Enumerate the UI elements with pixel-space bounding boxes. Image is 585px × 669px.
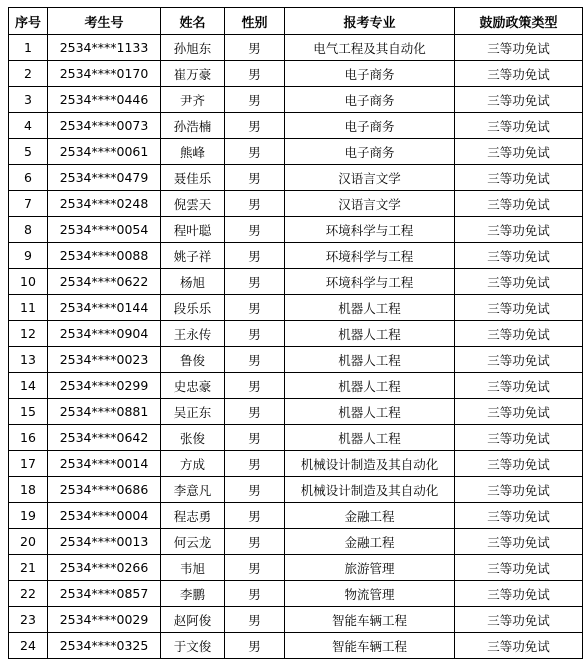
cell-major: 机器人工程 — [285, 373, 455, 399]
table-row — [9, 61, 583, 87]
cell-policy-type: 三等功免试 — [455, 451, 583, 477]
cell-gender: 男 — [225, 581, 285, 607]
table-row — [9, 165, 583, 191]
cell-name: 孙浩楠 — [161, 113, 225, 139]
cell-policy-type: 三等功免试 — [455, 295, 583, 321]
cell-gender: 男 — [225, 35, 285, 61]
cell-seq: 10 — [9, 269, 48, 295]
cell-seq: 8 — [9, 217, 48, 243]
cell-name: 史忠豪 — [161, 373, 225, 399]
table-row — [9, 503, 583, 529]
cell-major: 智能车辆工程 — [285, 633, 455, 659]
cell-name: 程志勇 — [161, 503, 225, 529]
cell-exam-id: 2534****0299 — [48, 373, 161, 399]
cell-gender: 男 — [225, 87, 285, 113]
cell-policy-type: 三等功免试 — [455, 165, 583, 191]
cell-gender: 男 — [225, 269, 285, 295]
cell-name: 姚子祥 — [161, 243, 225, 269]
cell-major: 汉语言文学 — [285, 191, 455, 217]
cell-exam-id: 2534****0029 — [48, 607, 161, 633]
cell-exam-id: 2534****0004 — [48, 503, 161, 529]
table-row — [9, 113, 583, 139]
cell-exam-id: 2534****0054 — [48, 217, 161, 243]
cell-gender: 男 — [225, 555, 285, 581]
cell-gender: 男 — [225, 61, 285, 87]
header-gender: 性别 — [225, 8, 285, 35]
cell-seq: 1 — [9, 35, 48, 61]
table-row — [9, 191, 583, 217]
cell-seq: 16 — [9, 425, 48, 451]
cell-gender: 男 — [225, 633, 285, 659]
cell-name: 鲁俊 — [161, 347, 225, 373]
cell-policy-type: 三等功免试 — [455, 633, 583, 659]
cell-gender: 男 — [225, 529, 285, 555]
cell-policy-type: 三等功免试 — [455, 61, 583, 87]
cell-name: 何云龙 — [161, 529, 225, 555]
cell-policy-type: 三等功免试 — [455, 113, 583, 139]
cell-policy-type: 三等功免试 — [455, 399, 583, 425]
cell-seq: 21 — [9, 555, 48, 581]
cell-exam-id: 2534****0073 — [48, 113, 161, 139]
table-row — [9, 139, 583, 165]
cell-name: 孙旭东 — [161, 35, 225, 61]
cell-seq: 4 — [9, 113, 48, 139]
cell-major: 电气工程及其自动化 — [285, 35, 455, 61]
cell-gender: 男 — [225, 191, 285, 217]
header-name: 姓名 — [161, 8, 225, 35]
cell-name: 方成 — [161, 451, 225, 477]
cell-policy-type: 三等功免试 — [455, 581, 583, 607]
cell-seq: 24 — [9, 633, 48, 659]
cell-seq: 5 — [9, 139, 48, 165]
table-row — [9, 425, 583, 451]
cell-name: 王永传 — [161, 321, 225, 347]
cell-exam-id: 2534****0446 — [48, 87, 161, 113]
cell-major: 旅游管理 — [285, 555, 455, 581]
cell-exam-id: 2534****0014 — [48, 451, 161, 477]
cell-policy-type: 三等功免试 — [455, 321, 583, 347]
cell-major: 机器人工程 — [285, 347, 455, 373]
cell-gender: 男 — [225, 295, 285, 321]
cell-seq: 15 — [9, 399, 48, 425]
cell-name: 李意凡 — [161, 477, 225, 503]
cell-major: 电子商务 — [285, 139, 455, 165]
cell-major: 环境科学与工程 — [285, 269, 455, 295]
cell-major: 电子商务 — [285, 113, 455, 139]
cell-seq: 17 — [9, 451, 48, 477]
cell-name: 于文俊 — [161, 633, 225, 659]
cell-exam-id: 2534****0061 — [48, 139, 161, 165]
cell-policy-type: 三等功免试 — [455, 373, 583, 399]
cell-policy-type: 三等功免试 — [455, 87, 583, 113]
cell-gender: 男 — [225, 321, 285, 347]
cell-policy-type: 三等功免试 — [455, 217, 583, 243]
cell-seq: 23 — [9, 607, 48, 633]
cell-exam-id: 2534****0881 — [48, 399, 161, 425]
table-row — [9, 607, 583, 633]
table-row — [9, 87, 583, 113]
cell-gender: 男 — [225, 347, 285, 373]
table-row — [9, 399, 583, 425]
cell-name: 熊峰 — [161, 139, 225, 165]
cell-name: 吴正东 — [161, 399, 225, 425]
cell-seq: 19 — [9, 503, 48, 529]
cell-policy-type: 三等功免试 — [455, 607, 583, 633]
cell-major: 金融工程 — [285, 529, 455, 555]
cell-exam-id: 2534****0686 — [48, 477, 161, 503]
cell-gender: 男 — [225, 607, 285, 633]
cell-seq: 3 — [9, 87, 48, 113]
cell-major: 机器人工程 — [285, 295, 455, 321]
cell-policy-type: 三等功免试 — [455, 269, 583, 295]
cell-policy-type: 三等功免试 — [455, 35, 583, 61]
cell-name: 韦旭 — [161, 555, 225, 581]
table-row — [9, 217, 583, 243]
cell-exam-id: 2534****0170 — [48, 61, 161, 87]
cell-name: 尹齐 — [161, 87, 225, 113]
table-row — [9, 373, 583, 399]
cell-major: 环境科学与工程 — [285, 243, 455, 269]
cell-major: 智能车辆工程 — [285, 607, 455, 633]
cell-gender: 男 — [225, 139, 285, 165]
table-row — [9, 269, 583, 295]
table-row — [9, 555, 583, 581]
cell-major: 环境科学与工程 — [285, 217, 455, 243]
cell-major: 物流管理 — [285, 581, 455, 607]
cell-exam-id: 2534****0144 — [48, 295, 161, 321]
table-header — [9, 8, 583, 35]
table-row — [9, 581, 583, 607]
cell-seq: 6 — [9, 165, 48, 191]
cell-major: 机械设计制造及其自动化 — [285, 477, 455, 503]
cell-exam-id: 2534****0642 — [48, 425, 161, 451]
header-row — [9, 8, 583, 35]
cell-name: 李鹏 — [161, 581, 225, 607]
cell-gender: 男 — [225, 451, 285, 477]
cell-major: 金融工程 — [285, 503, 455, 529]
cell-major: 电子商务 — [285, 61, 455, 87]
table-row — [9, 347, 583, 373]
cell-policy-type: 三等功免试 — [455, 555, 583, 581]
cell-exam-id: 2534****0248 — [48, 191, 161, 217]
cell-seq: 13 — [9, 347, 48, 373]
cell-gender: 男 — [225, 477, 285, 503]
header-policy-type: 鼓励政策类型 — [455, 8, 583, 35]
table-row — [9, 321, 583, 347]
cell-policy-type: 三等功免试 — [455, 503, 583, 529]
table-row — [9, 243, 583, 269]
cell-seq: 11 — [9, 295, 48, 321]
cell-exam-id: 2534****0325 — [48, 633, 161, 659]
cell-exam-id: 2534****0013 — [48, 529, 161, 555]
cell-gender: 男 — [225, 425, 285, 451]
cell-exam-id: 2534****0857 — [48, 581, 161, 607]
cell-seq: 12 — [9, 321, 48, 347]
cell-major: 汉语言文学 — [285, 165, 455, 191]
cell-gender: 男 — [225, 165, 285, 191]
cell-seq: 22 — [9, 581, 48, 607]
cell-exam-id: 2534****0088 — [48, 243, 161, 269]
cell-gender: 男 — [225, 243, 285, 269]
table-row — [9, 35, 583, 61]
cell-major: 机器人工程 — [285, 321, 455, 347]
cell-policy-type: 三等功免试 — [455, 191, 583, 217]
cell-major: 电子商务 — [285, 87, 455, 113]
cell-gender: 男 — [225, 399, 285, 425]
cell-seq: 20 — [9, 529, 48, 555]
cell-policy-type: 三等功免试 — [455, 425, 583, 451]
cell-exam-id: 2534****0622 — [48, 269, 161, 295]
cell-policy-type: 三等功免试 — [455, 243, 583, 269]
cell-policy-type: 三等功免试 — [455, 347, 583, 373]
cell-name: 杨旭 — [161, 269, 225, 295]
cell-seq: 14 — [9, 373, 48, 399]
student-list-table — [8, 7, 583, 659]
cell-seq: 7 — [9, 191, 48, 217]
cell-gender: 男 — [225, 503, 285, 529]
table-row — [9, 295, 583, 321]
cell-policy-type: 三等功免试 — [455, 139, 583, 165]
cell-exam-id: 2534****0266 — [48, 555, 161, 581]
cell-name: 倪雲天 — [161, 191, 225, 217]
table-body — [9, 35, 583, 659]
table-row — [9, 477, 583, 503]
cell-major: 机器人工程 — [285, 399, 455, 425]
cell-seq: 2 — [9, 61, 48, 87]
cell-seq: 9 — [9, 243, 48, 269]
cell-exam-id: 2534****1133 — [48, 35, 161, 61]
cell-seq: 18 — [9, 477, 48, 503]
header-exam-id: 考生号 — [48, 8, 161, 35]
cell-name: 段乐乐 — [161, 295, 225, 321]
table-row — [9, 451, 583, 477]
cell-policy-type: 三等功免试 — [455, 477, 583, 503]
cell-major: 机器人工程 — [285, 425, 455, 451]
table-row — [9, 633, 583, 659]
cell-name: 赵阿俊 — [161, 607, 225, 633]
header-major: 报考专业 — [285, 8, 455, 35]
cell-exam-id: 2534****0904 — [48, 321, 161, 347]
cell-name: 聂佳乐 — [161, 165, 225, 191]
cell-name: 崔万豪 — [161, 61, 225, 87]
cell-policy-type: 三等功免试 — [455, 529, 583, 555]
cell-exam-id: 2534****0023 — [48, 347, 161, 373]
table-row — [9, 529, 583, 555]
cell-gender: 男 — [225, 373, 285, 399]
cell-major: 机械设计制造及其自动化 — [285, 451, 455, 477]
cell-exam-id: 2534****0479 — [48, 165, 161, 191]
cell-name: 张俊 — [161, 425, 225, 451]
cell-gender: 男 — [225, 113, 285, 139]
cell-gender: 男 — [225, 217, 285, 243]
cell-name: 程叶聪 — [161, 217, 225, 243]
header-seq: 序号 — [9, 8, 48, 35]
